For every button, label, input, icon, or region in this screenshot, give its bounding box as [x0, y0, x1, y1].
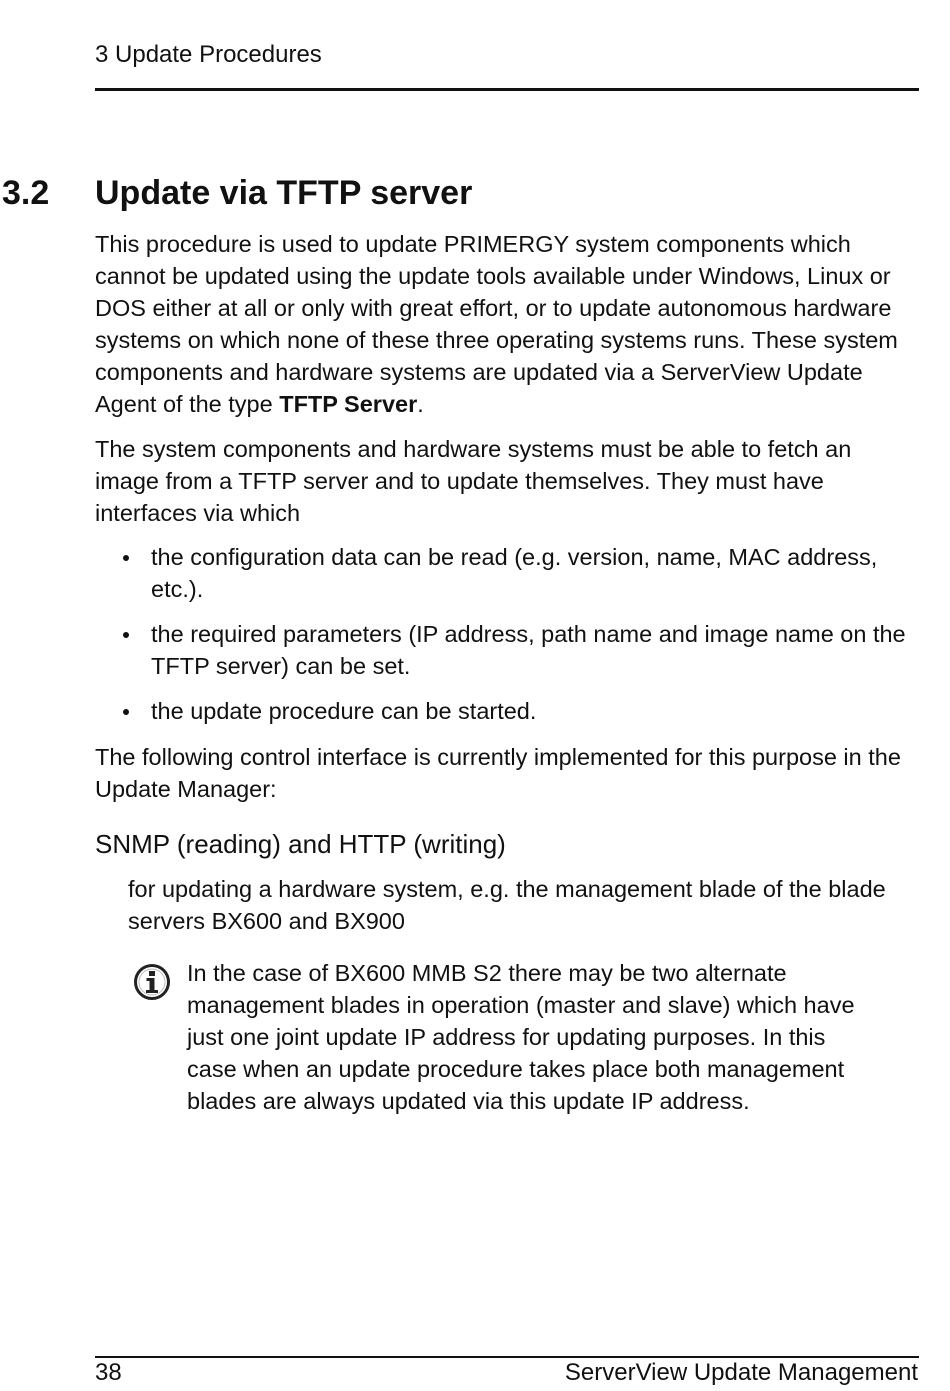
section-title: Update via TFTP server: [95, 174, 473, 212]
list-item: [95, 695, 917, 727]
interface-requirements-list: [95, 541, 917, 740]
tftp-server-term: TFTP Server: [279, 391, 418, 417]
document-title: ServerView Update Management: [564, 1359, 918, 1386]
note-text: In the case of BX600 MMB S2 there may be two alternate management blades in operation (master and slave) which have just one joint update IP address for updating purposes. In this case when an update procedure takes place both management blades are always updated via this update IP address.: [187, 960, 855, 1114]
list-item-text: the update procedure can be started.: [151, 698, 537, 724]
bullet-icon: [123, 709, 129, 715]
requirements-paragraph: The system components and hardware systems must be able to fetch an image from a TFTP server and to update themselves. They must have interfaces via which: [95, 436, 852, 526]
bullet-icon: [123, 555, 129, 561]
section-number: 3.2: [2, 174, 50, 212]
interface-description: for updating a hardware system, e.g. the management blade of the blade servers BX600 and BX900: [128, 876, 886, 934]
header-divider: [95, 88, 919, 91]
list-item-text: the required parameters (IP address, path name and image name on the TFTP server) can be set.: [151, 621, 906, 679]
intro-text: This procedure is used to update PRIMERGY system components which cannot be updated using the update tools available under Windows, Linux or DOS either at all or only with great effort, or to update autonomous hardware systems on which none of these three operating systems runs. These system components and hardware systems are updated via a ServerView Update Agent of the type: [95, 231, 898, 417]
list-item: [95, 541, 917, 605]
page-number: 38: [95, 1359, 122, 1386]
info-icon: [133, 963, 171, 1001]
interface-heading: SNMP (reading) and HTTP (writing): [95, 829, 506, 859]
bullet-icon: [123, 632, 129, 638]
intro-end: .: [417, 391, 424, 417]
list-item: [95, 618, 917, 682]
list-item-text: the configuration data can be read (e.g. version, name, MAC address, etc.).: [151, 544, 878, 602]
intro-paragraph: [95, 228, 917, 420]
control-interface-paragraph: The following control interface is currently implemented for this purpose in the Update Manager:: [95, 744, 901, 802]
running-header: 3 Update Procedures: [95, 41, 322, 68]
